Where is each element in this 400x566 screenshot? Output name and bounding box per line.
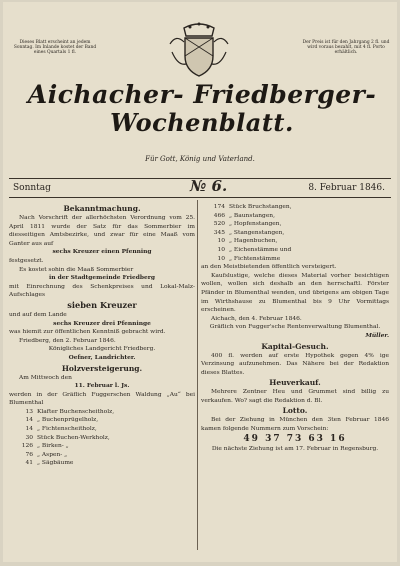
list-item: 466 „ Baunstangen, — [213, 212, 275, 219]
price-line: sechs Kreuzer einen Pfenning — [52, 248, 152, 256]
motto: Für Gott, König und Vaterland. — [145, 155, 255, 163]
dateline — [9, 177, 391, 195]
place-date: Friedberg, den 2. Februar 1846. — [19, 337, 116, 344]
announcement-text: was hiemit zur öffentlichen Kenntniß gebracht wird. — [9, 329, 166, 336]
auction-text: Am Mittwoch den — [19, 374, 72, 381]
list-item: 30 Stück Buchen-Werkholz, — [25, 434, 110, 441]
list-item: 76 „ Aspen- „ — [25, 451, 68, 458]
authority-name: Königliches Landgericht Friedberg. — [48, 346, 156, 353]
list-item: 10 „ Hagenbuchen, — [217, 238, 278, 245]
price-line: sieben Kreuzer — [67, 299, 137, 310]
hay-heading: Heuverkauf. — [269, 378, 321, 388]
list-item: 10 „ Fichtenstämme — [217, 255, 281, 262]
list-item: 345 „ Stangenstangen, — [213, 229, 285, 236]
capital-text: 400 fl. werden auf erste Hypothek gegen 4% ige Verzinsung aufzunehmen. Das Nähere bei der Redaktion dieses Blattes. — [201, 352, 389, 376]
location-line: in der Stadtgemeinde Friedberg — [49, 274, 155, 282]
announcement-text: und auf dem Lande — [9, 311, 67, 318]
announcement-text: Nach Vorschrift der allerhöchsten Verordnung vom 25. April 1811 wurde der Satz für das Sommerbier im diesseitigen Amtsbezirke, und zwar für eine Maaß vom Ganter aus auf — [9, 215, 195, 247]
lotto-numbers: 49 37 73 63 16 — [243, 433, 347, 444]
hay-text: Mehrere Zentner Heu und Grummet sind billig zu verkaufen. Wo? sagt die Redaktion d. Bl. — [201, 389, 389, 404]
list-item: 520 „ Hopfenstangen, — [213, 221, 282, 228]
coat-of-arms-icon — [166, 22, 232, 80]
list-item: 126 „ Birken- „ — [21, 443, 69, 450]
list-item: 41 „ Sägbäume — [25, 460, 74, 467]
announcement-text: festgesetzt. — [9, 257, 44, 264]
list-item: 10 „ Eichenstämme und — [217, 246, 292, 253]
lotto-text: Bei der Ziehung in München den 3ten Februar 1846 kamen folgende Nummern zum Vorschein: — [201, 417, 389, 433]
announcement-text: Es kostet sohin die Maaß Sommerbier — [19, 266, 134, 273]
authority-name: Gräflich von Fugger'sche Rentenverwaltung Blumenthal. — [209, 324, 381, 331]
place-date: Aichach, den 4. Februar 1846. — [211, 315, 302, 322]
subscription-notice: Dieses Blatt erscheint an jedem Sonntag. Im Inlande kostet der Band eines Quartals 1 fl. — [13, 40, 97, 55]
masthead-rule-bottom — [9, 197, 391, 198]
issue-day: Sonntag — [13, 183, 51, 193]
newspaper-subtitle: Wochenblatt. — [110, 108, 294, 137]
list-item: 14 „ Fichtenscheitholz, — [25, 426, 97, 433]
list-item: 174 Stück Bruchstangen, — [213, 204, 292, 210]
issue-number: № 6. — [190, 177, 228, 195]
issue-date: 8. Februar 1846. — [308, 183, 385, 193]
announcement-text: mit Einrechnung des Schenkpreises und Lokal-Malz-Aufschlages — [9, 283, 195, 299]
capital-heading: Kapital-Gesuch. — [261, 341, 329, 351]
lotto-next: Die nächste Ziehung ist am 17. Februar in Regensburg. — [211, 445, 379, 452]
newspaper-title: Aichacher- Friedberger- — [27, 80, 377, 109]
price-notice: Der Preis ist für den Jahrgang 2 fl. und wird voraus bezahlt, mit 4 fl. Porto erhältlich. — [302, 40, 390, 55]
column-divider — [197, 200, 198, 550]
signature: Müller. — [365, 331, 389, 339]
list-item: 13 Klafter Buchenscheitholz, — [25, 408, 115, 415]
lotto-heading: Lotto. — [282, 406, 308, 416]
auction-text: Kaufslustige, welche dieses Material vorher besichtigen wollen, wollen sich deshalb an den herrschaftl. Förster Pfänder in Blumenthal wenden, und übrigens am obigen Tage im Wirthshause zu Blumenthal bis 9 Uhr Vormittags erscheinen. — [201, 272, 389, 314]
announcement-heading: Bekanntmachung. — [63, 204, 141, 213]
left-column — [9, 203, 195, 468]
auction-text: werden in der Gräflich Fuggerschen Waldung „Au“ bei Blumenthal — [9, 391, 195, 407]
list-item: 14 „ Buchenprügelholz, — [25, 417, 99, 424]
auction-text: an den Meistbietenden öffentlich versteigert. — [201, 264, 337, 271]
right-column — [201, 203, 389, 453]
price-line: sechs Kreuzer drei Pfenninge — [53, 319, 151, 327]
auction-heading: Holzversteigerung. — [61, 363, 143, 373]
newspaper-page — [3, 2, 397, 562]
signature: Oefner, Landrichter. — [68, 353, 136, 361]
auction-date: 11. Februar l. Js. — [74, 382, 130, 390]
